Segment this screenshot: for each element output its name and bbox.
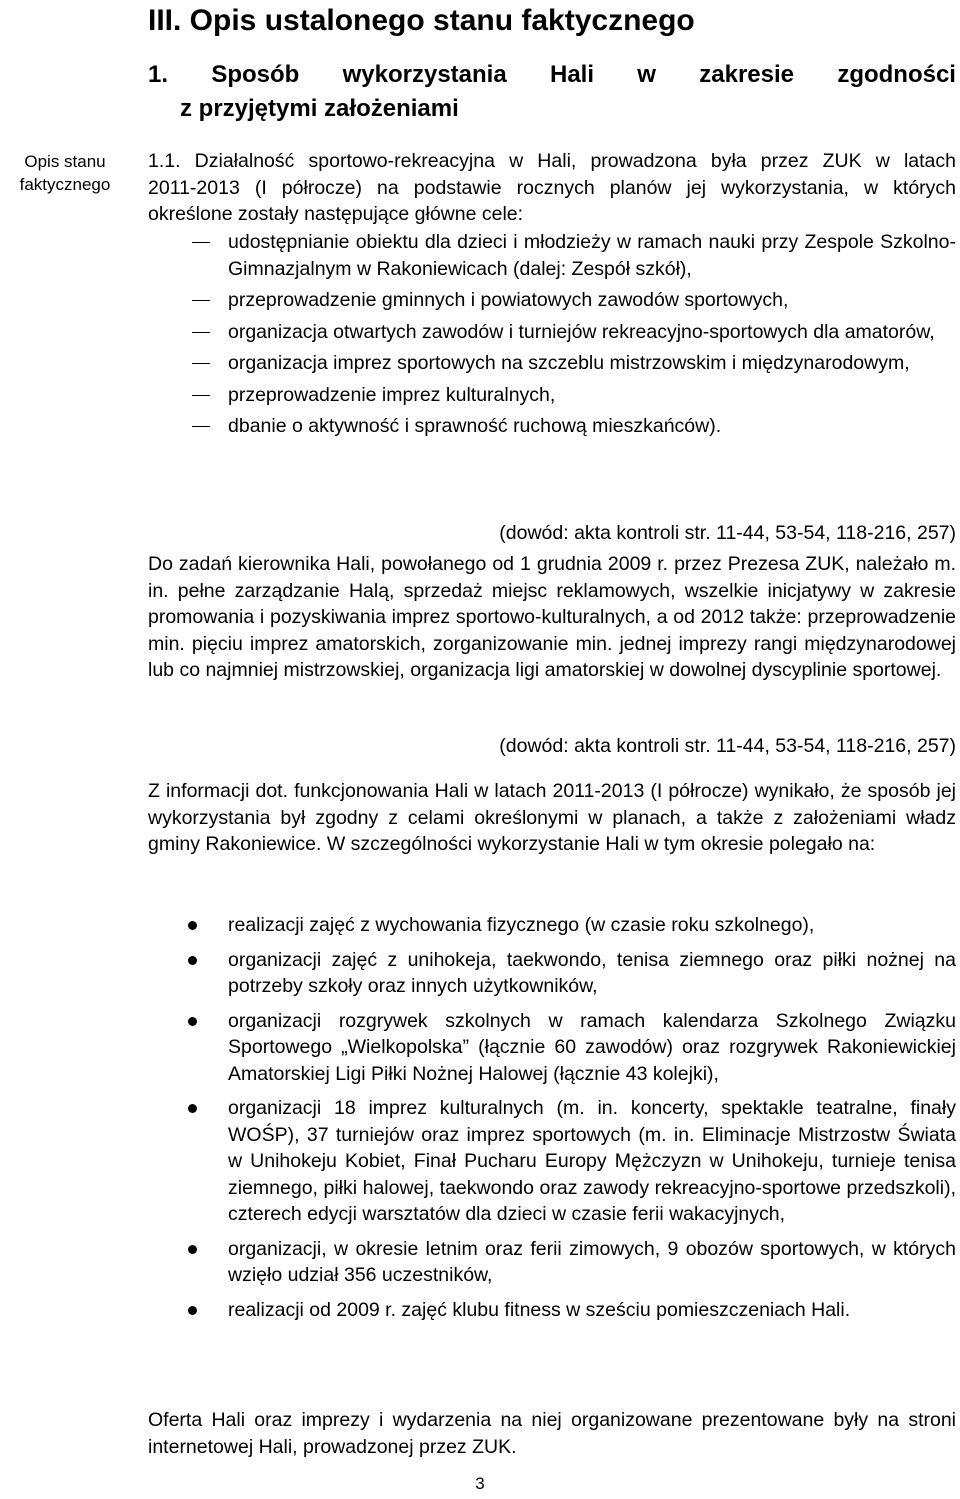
list-item-text: organizacji 18 imprez kulturalnych (m. in. koncerty, spektakle teatralne, finały WOŚP), 37 turniejów oraz imprez sportowych (m. in. Eliminacje Mistrzostw Świata w Unihokeju Kobiet, Finał Pucharu Europy Mężczyzn w Unihokeju, turnieje tenisa ziemnego, piłki halowej, taekwondo oraz zawody rekreacyjno-sportowe przedszkoli), czterech edycji warsztatów dla dzieci w czasie ferii wakacyjnych, [228,1097,956,1225]
goals-list [148,229,956,440]
intro-line: 2011-2013 (I półrocze) na podstawie rocznych planów jej wykorzystania, w których [148,176,956,199]
list-item [148,382,956,409]
dash-marker [192,395,210,396]
subsection-heading [148,58,956,126]
bullet-marker [188,1306,197,1315]
dash-marker [192,363,210,364]
dash-marker [192,242,210,243]
bullet-marker [188,956,197,965]
intro-line: 1.1. Działalność sportowo-rekreacyjna w Hali, prowadzona była przez ZUK w latach [148,150,956,172]
usage-list [148,912,956,1323]
evidence-note: (dowód: akta kontroli str. 11-44, 53-54, 118-216, 257) [499,735,956,757]
closing-paragraph: Oferta Hali oraz imprezy i wydarzenia na niej organizowane prezentowane były na stroni internetowej Hali, prowadzonej przez ZUK. [148,1409,956,1458]
list-item-text: przeprowadzenie imprez kulturalnych, [228,383,556,406]
list-item-text: organizacji rozgrywek szkolnych w ramach kalendarza Szkolnego Związku Sportowego „Wielkopolska” (łącznie 60 zawodów) oraz rozgrywek Rakoniewickiej Amatorskiej Ligi Piłki Nożnej Halowej (łącznie 43 kolejki), [228,1009,956,1085]
dash-marker [192,300,210,301]
list-item [148,287,956,314]
heading-word: Hali [549,61,594,88]
list-item-text: realizacji zajęć z wychowania fizycznego (w czasie roku szkolnego), [228,914,815,936]
list-item [148,1297,956,1324]
info-paragraph: Z informacji dot. funkcjonowania Hali w latach 2011-2013 (I półrocze) wynikało, że sposób jej wykorzystania był zgodny z celami określonymi w planach, a także z założeniami władz gminy Rakoniewice. W szczególności wykorzystanie Hali w tym okresie polegało na: [148,780,956,855]
list-item-text: dbanie o aktywność i sprawność ruchową mieszkańców). [228,415,722,437]
heading-word: zakresie [699,61,795,88]
manager-paragraph: Do zadań kierownika Hali, powołanego od 1 grudnia 2009 r. przez Prezesa ZUK, należało m. in. pełne zarządzanie Halą, sprzedaż miejsc reklamowych, wszelkie inicjatywy w zakresie promowania i pozyskiwania imprez sportowo-kulturalnych, a od 2012 także: przeprowadzenie min. pięciu imprez amatorskich, zorganizowanie min. jednej imprezy rangi międzynarodowej lub co najmniej mistrzowskiej, organizacja ligi amatorskiej w dowolnej dyscyplinie sportowej. [148,553,956,681]
list-item [148,1095,956,1228]
heading-word: Sposób [211,61,300,88]
page-number: 3 [475,1474,485,1493]
bullet-marker [188,1104,197,1113]
intro-line: określone zostały następujące główne cele: [148,203,524,225]
list-item-text: przeprowadzenie gminnych i powiatowych zawodów sportowych, [228,289,789,311]
list-item [148,350,956,377]
dash-marker [192,332,210,333]
list-item [148,413,956,440]
bullet-marker [188,1017,197,1026]
list-item-text: organizacja otwartych zawodów i turniejów rekreacyjno-sportowych dla amatorów, [228,320,935,343]
heading-word: w [637,61,656,88]
list-item [148,1236,956,1289]
bullet-marker [188,921,197,930]
list-item [148,1008,956,1088]
intro-paragraph [148,148,956,228]
list-item [148,947,956,1000]
heading-word: 1. [148,61,169,88]
list-item [148,912,956,939]
list-item [148,229,956,282]
dash-marker [192,426,210,427]
list-item-text: realizacji od 2009 r. zajęć klubu fitness w sześciu pomieszczeniach Hali. [228,1298,851,1321]
list-item [148,319,956,346]
list-item-text: udostępnianie obiektu dla dzieci i młodzieży w ramach nauki przy Zespole Szkolno-Gimnazjalnym w Rakoniewicach (dalej: Zespół szkół), [228,231,956,280]
list-item-text: organizacji, w okresie letnim oraz ferii zimowych, 9 obozów sportowych, w których wzięło udział 356 uczestników, [228,1237,956,1286]
subsection-heading-line2: z przyjętymi założeniami [180,95,459,122]
evidence-note: (dowód: akta kontroli str. 11-44, 53-54, 118-216, 257) [499,522,956,544]
heading-word: zgodności [837,61,956,88]
list-item-text: organizacja imprez sportowych na szczeblu mistrzowskim i międzynarodowym, [228,352,910,374]
bullet-marker [188,1245,197,1254]
list-item-text: organizacji zajęć z unihokeja, taekwondo, tenisa ziemnego oraz piłki nożnej na potrzeby szkoły oraz innych użytkowników, [228,948,956,997]
heading-word: wykorzystania [342,61,507,88]
margin-note: Opis stanu faktycznego [19,152,111,194]
subsection-heading-line1 [148,58,956,92]
section-heading: III. Opis ustalonego stanu faktycznego [148,4,695,37]
